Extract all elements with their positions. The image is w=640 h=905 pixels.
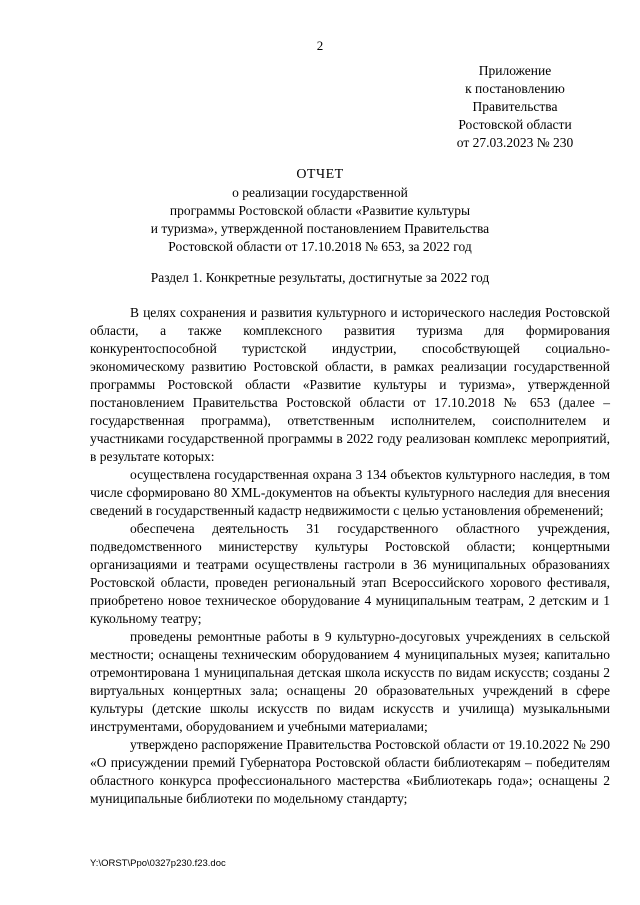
section-heading: Раздел 1. Конкретные результаты, достигнутые за 2022 год — [150, 270, 490, 285]
body-paragraph: утверждено распоряжение Правительства Ростовской области от 19.10.2022 № 290 «О присуждении премий Губернатора Ростовской области библиотекарям – победителям областного конкурса профессионального мастерства «Библиотекарь года»; оснащены 2 муниципальные библиотеки по модельному стандарту; — [90, 737, 610, 806]
report-subtitle-line: программы Ростовской области «Развитие культуры — [169, 203, 471, 218]
body-text — [90, 304, 610, 808]
body-paragraph: В целях сохранения и развития культурного и исторического наследия Ростовской области, а также комплексного развития туризма для формирования конкурентоспособной туристской индустрии, способствующей социально-экономическому развитию Ростовской области, в рамках реализации государственной программы Ростовской области «Развитие культуры и туризма», утвержденной постановлением Правительства Ростовской области от 17.10.2018 № 653 (далее – государственная программа), ответственным исполнителем, соисполнителем и участниками государственной программы в 2022 году реализован комплекс мероприятий, в результате которых: — [90, 305, 610, 464]
appendix-line: от 27.03.2023 № 230 — [456, 135, 574, 150]
report-subtitle-line: о реализации государственной — [232, 185, 408, 200]
page-number: 2 — [316, 38, 324, 53]
appendix-block — [430, 62, 600, 152]
body-paragraph: проведены ремонтные работы в 9 культурно-досуговых учреждениях в сельской местности; оснащены техническим оборудованием 4 муниципальных музея; капитально отремонтирована 1 муниципальная детская школа искусств по видам искусств; созданы 2 виртуальных концертных зала; оснащены 20 образовательных учреждений в сфере культуры (детские школы искусств по видам искусств и училища) музыкальными инструментами, оборудованием и учебными материалами; — [90, 629, 610, 734]
report-subtitle-line: Ростовской области от 17.10.2018 № 653, за 2022 год — [168, 239, 472, 254]
report-title-block — [90, 166, 550, 256]
appendix-line: Правительства — [472, 99, 558, 114]
body-paragraph: осуществлена государственная охрана 3 134 объектов культурного наследия, в том числе сформировано 80 XML-документов на объекты культурного наследия для внесения сведений в государственный кадастр недвижимости с целью установления обременений; — [90, 467, 610, 518]
appendix-line: к постановлению — [465, 81, 565, 96]
report-subtitle-line: и туризма», утвержденной постановлением Правительства — [150, 221, 490, 236]
report-title: ОТЧЕТ — [296, 167, 344, 182]
appendix-line: Ростовской области — [458, 117, 572, 132]
appendix-line: Приложение — [478, 63, 552, 78]
body-paragraph: обеспечена деятельность 31 государственного областного учреждения, подведомственного министерству культуры Ростовской области; концертными организациями и театрами осуществлены гастроли в 36 муниципальных образованиях Ростовской области, проведен региональный этап Всероссийского хорового фестиваля, приобретено новое техническое оборудование 4 муниципальным театрам, 2 детским и 1 кукольному театру; — [90, 521, 610, 626]
footer-file-path: Y:\ORST\Ppo\0327p230.f23.doc — [90, 858, 226, 869]
